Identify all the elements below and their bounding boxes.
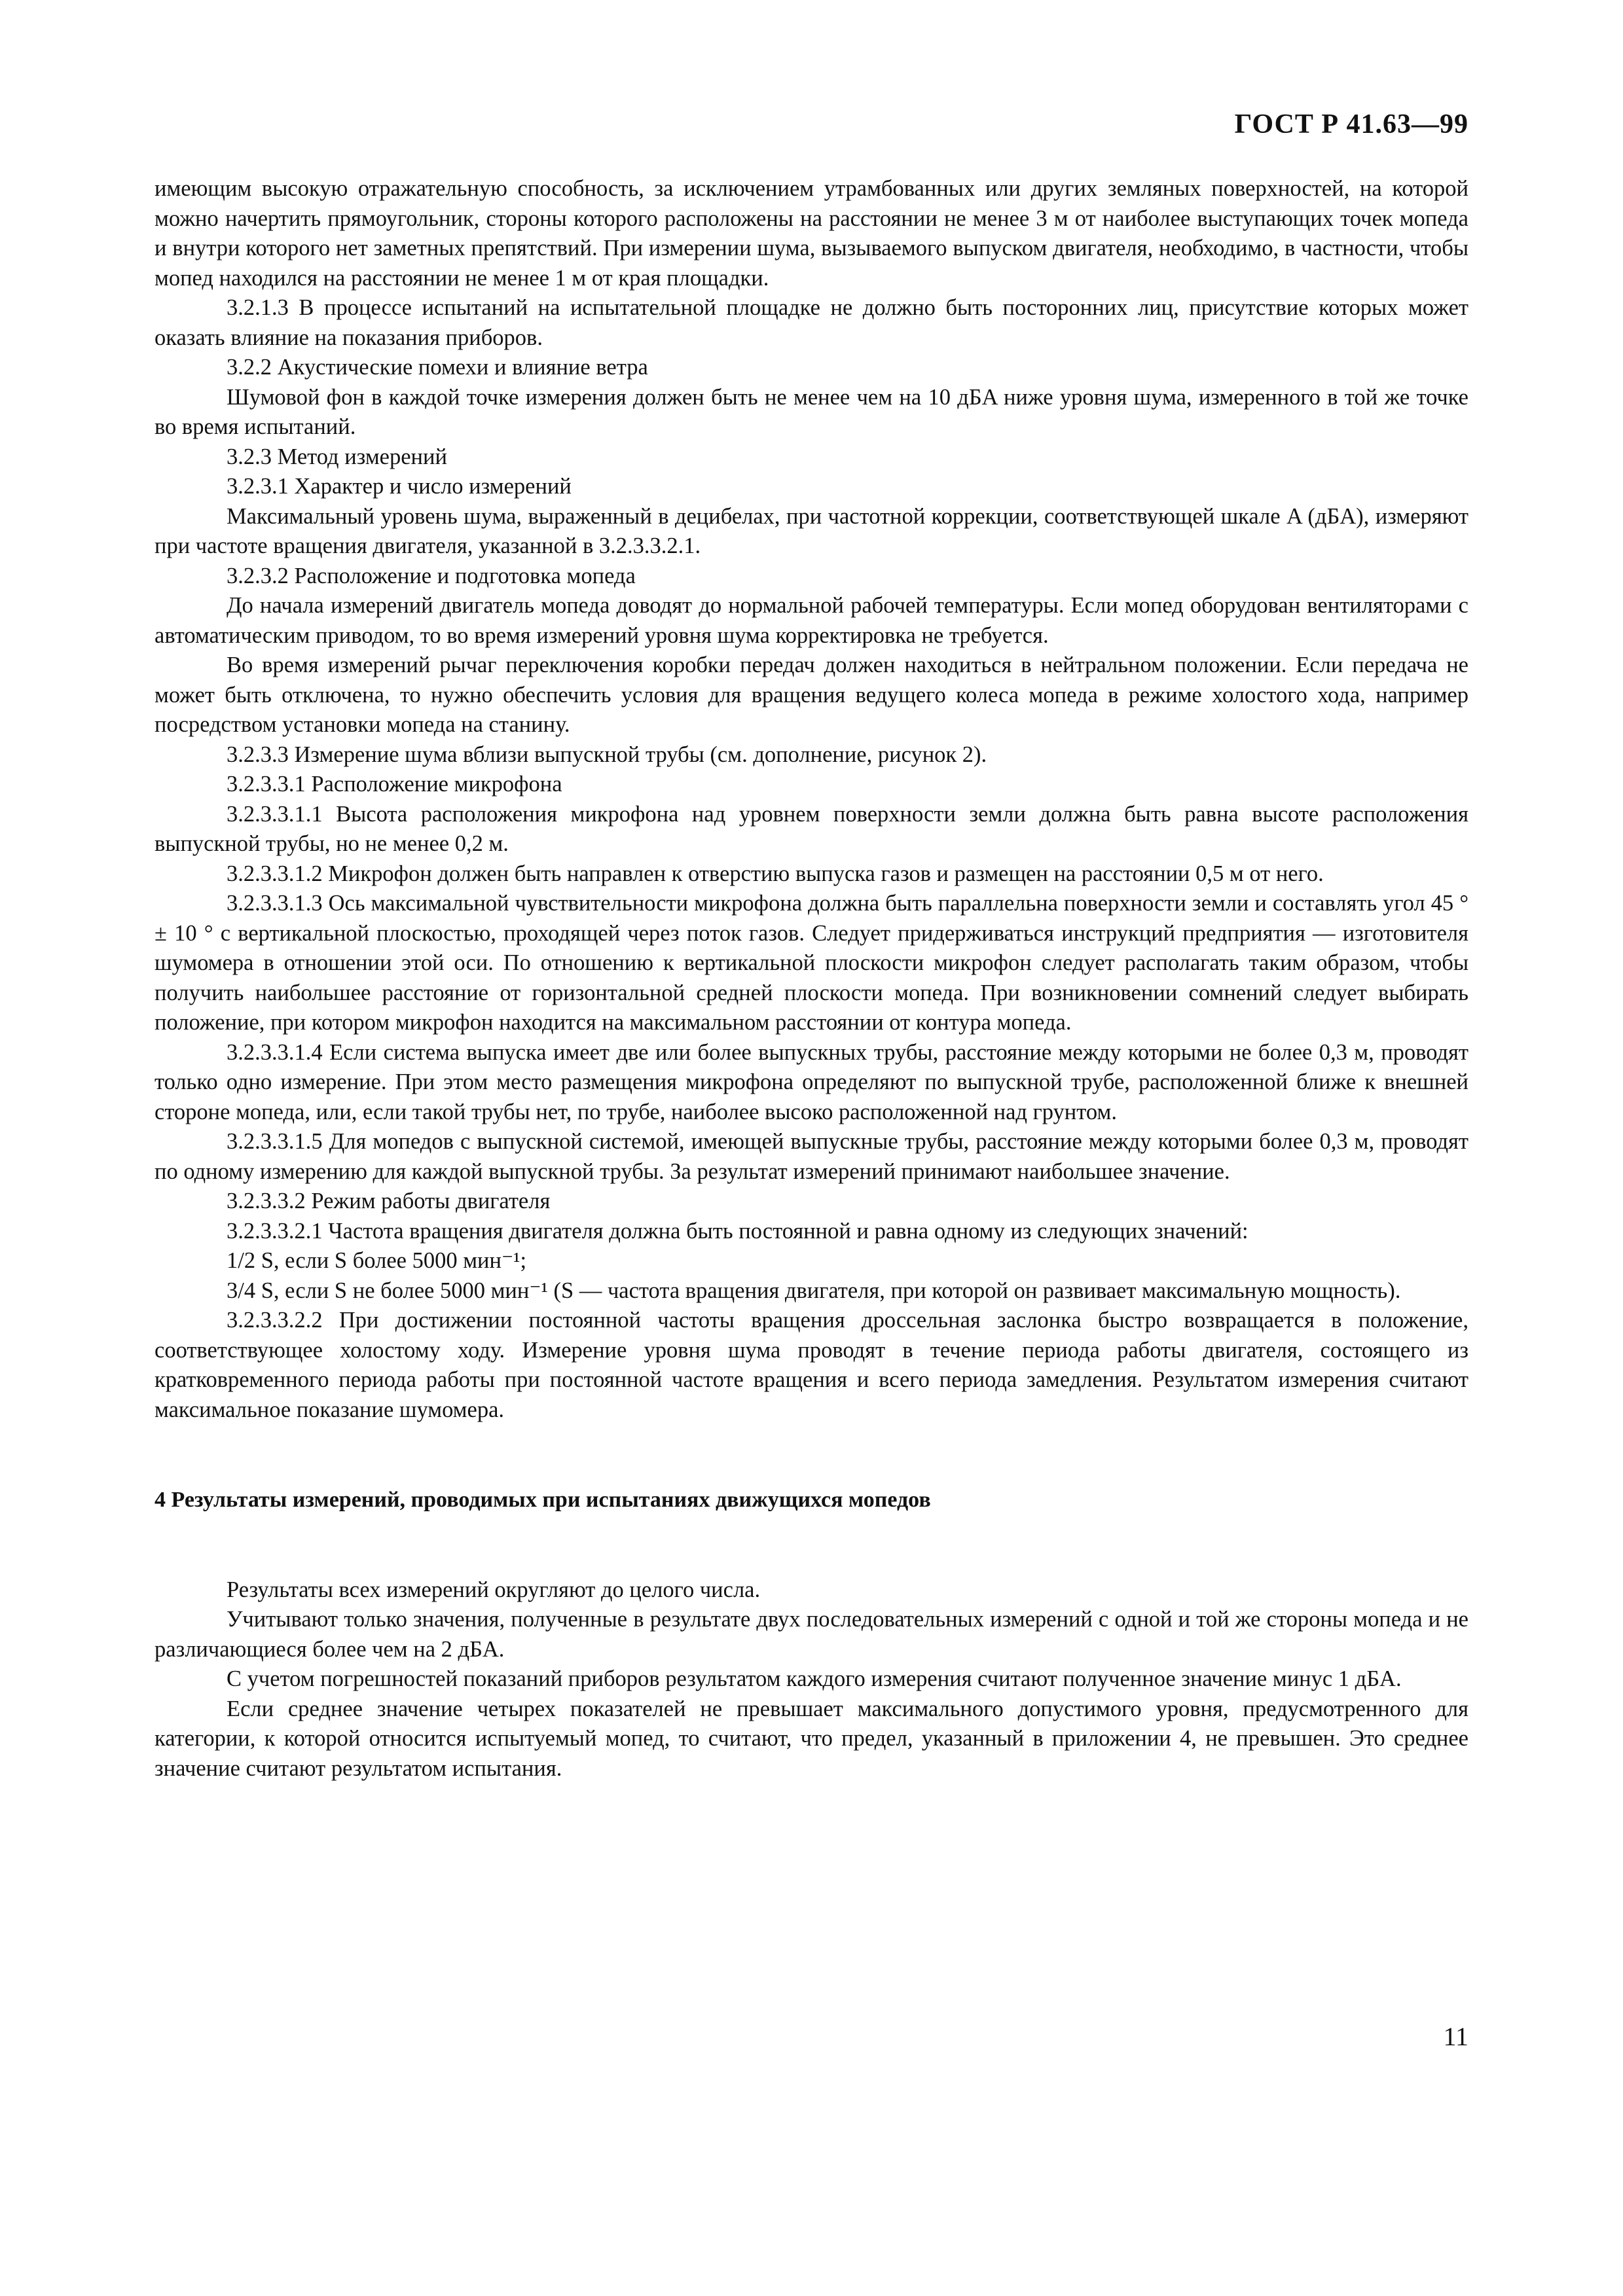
paragraph: Учитывают только значения, полученные в результате двух последовательных измерений с одной и той же стороны мопеда и не различающиеся более чем на 2 дБA. bbox=[155, 1607, 1468, 1662]
paragraph: 3.2.3.3.1.4 Если система выпуска имеет две или более выпускных трубы, расстояние между которыми не более 0,3 м, проводят только одно измерение. При этом место размещения микрофона определяют по выпускной трубе, расположенной ближе к внешней стороне мопеда, или, если такой трубы нет, по трубе, наиболее высоко расположенной над грунтом. bbox=[155, 1039, 1468, 1124]
paragraph: 3.2.3.3.1.1 Высота расположения микрофона над уровнем поверхности земли должна быть равна высоте расположения выпускной трубы, но не менее 0,2 м. bbox=[155, 801, 1468, 856]
paragraph: 3.2.3.3.1.5 Для мопедов с выпускной системой, имеющей выпускные трубы, расстояние между которыми более 0,3 м, проводят по одному измерению для каждой выпускной трубы. За результат измерений принимают наибольшее значение. bbox=[155, 1129, 1468, 1184]
formula-line: 1/2 S, если S более 5000 мин⁻¹; bbox=[227, 1248, 527, 1273]
clause-heading: 3.2.3 Метод измерений bbox=[227, 444, 447, 469]
clause-heading: 3.2.3.1 Характер и число измерений bbox=[227, 474, 572, 499]
paragraph: 3.2.3.3.1.2 Микрофон должен быть направлен к отверстию выпуска газов и размещен на расстоянии 0,5 м от него. bbox=[227, 861, 1324, 886]
clause-heading: 3.2.3.3.1 Расположение микрофона bbox=[227, 772, 562, 797]
paragraph: Максимальный уровень шума, выраженный в децибелах, при частотной коррекции, соответствующей шкале A (дБA), измеряют при частоте вращения двигателя, указанной в 3.2.3.3.2.1. bbox=[155, 503, 1468, 558]
clause-heading: 3.2.3.2 Расположение и подготовка мопеда bbox=[227, 563, 636, 588]
body-text bbox=[155, 174, 1468, 1784]
paragraph: 3.2.3.3.1.3 Ось максимальной чувствительности микрофона должна быть параллельна поверхности земли и составлять угол 45 ° ± 10 ° с вертикальной плоскостью, проходящей через поток газов. Следует придерживаться инструкций предприятия — изготовителя шумомера в отношении этой оси. По отношению к вертикальной плоскости микрофон следует располагать таким образом, чтобы получить наибольшее расстояние от горизонтальной средней плоскости мопеда. При возникновении сомнений следует выбирать положение, при котором микрофон находится на максимальном расстоянии от контура мопеда. bbox=[155, 891, 1468, 1035]
paragraph: 3.2.3.3.2.1 Частота вращения двигателя должна быть постоянной и равна одному из следующих значений: bbox=[227, 1218, 1249, 1244]
clause-heading: 3.2.2 Акустические помехи и влияние ветра bbox=[227, 355, 648, 380]
paragraph: Шумовой фон в каждой точке измерения должен быть не менее чем на 10 дБA ниже уровня шума, измеренного в той же точке во время испытаний. bbox=[155, 384, 1468, 439]
paragraph: имеющим высокую отражательную способность, за исключением утрамбованных или других земляных поверхностей, на которой можно начертить прямоугольник, стороны которого расположены на расстоянии не менее 3 м от наиболее выступающих точек мопеда и внутри которого нет заметных препятствий. При измерении шума, вызываемого выпуском двигателя, необходимо, в частности, чтобы мопед находился на расстоянии не менее 1 м от края площадки. bbox=[155, 176, 1468, 291]
document-code-header: ГОСТ Р 41.63—99 bbox=[1234, 109, 1468, 139]
section-heading: 4 Результаты измерений, проводимых при испытаниях движущихся мопедов bbox=[155, 1488, 931, 1512]
paragraph: Если среднее значение четырех показателей не превышает максимального допустимого уровня, предусмотренного для категории, к которой относится испытуемый мопед, то считают, что предел, указанный в приложении 4, не превышен. Это среднее значение считают результатом испытания. bbox=[155, 1696, 1468, 1781]
paragraph: 3.2.3.3 Измерение шума вблизи выпускной трубы (см. дополнение, рисунок 2). bbox=[227, 742, 987, 767]
formula-line: 3/4 S, если S не более 5000 мин⁻¹ (S — частота вращения двигателя, при которой он развивает максимальную мощность). bbox=[227, 1278, 1401, 1303]
paragraph: 3.2.1.3 В процессе испытаний на испытательной площадке не должно быть посторонних лиц, присутствие которых может оказать влияние на показания приборов. bbox=[155, 295, 1468, 350]
clause-heading: 3.2.3.3.2 Режим работы двигателя bbox=[227, 1189, 551, 1213]
paragraph: С учетом погрешностей показаний приборов результатом каждого измерения считают полученное значение минус 1 дБA. bbox=[227, 1666, 1402, 1691]
paragraph: Результаты всех измерений округляют до целого числа. bbox=[227, 1577, 761, 1602]
paragraph: 3.2.3.3.2.2 При достижении постоянной частоты вращения дроссельная заслонка быстро возвращается в положение, соответствующее холостому ходу. Измерение уровня шума проводят в течение периода работы двигателя, состоящего из кратковременного периода работы при постоянной частоте вращения и всего периода замедления. Результатом измерения считают максимальное показание шумомера. bbox=[155, 1308, 1468, 1422]
paragraph: До начала измерений двигатель мопеда доводят до нормальной рабочей температуры. Если мопед оборудован вентиляторами с автоматическим приводом, то во время измерений уровня шума корректировка не требуется. bbox=[155, 593, 1468, 648]
page-number: 11 bbox=[1443, 2022, 1468, 2051]
paragraph: Во время измерений рычаг переключения коробки передач должен находиться в нейтральном положении. Если передача не может быть отключена, то нужно обеспечить условия для вращения ведущего колеса мопеда в режиме холостого хода, например посредством установки мопеда на станину. bbox=[155, 653, 1468, 737]
